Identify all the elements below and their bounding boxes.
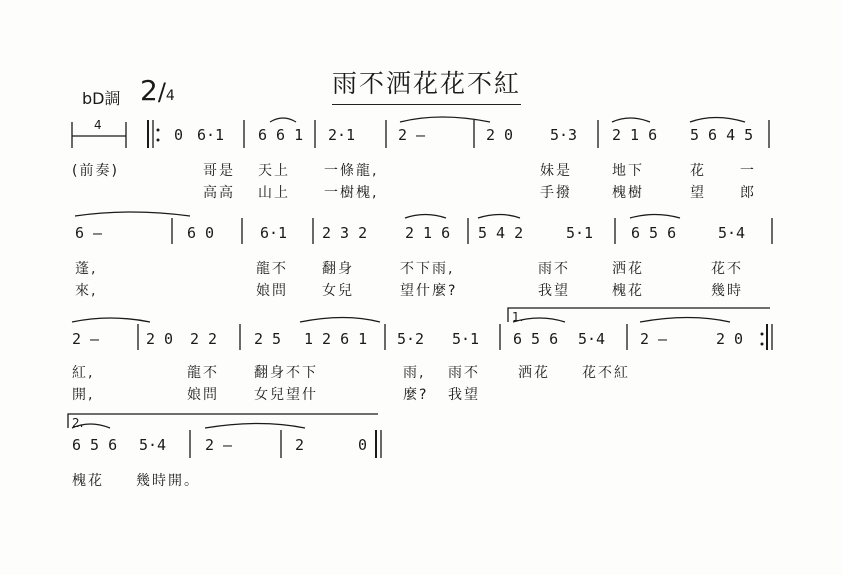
lyric-text: 女兒望什 [254,387,318,403]
lyric-text: 幾時開。 [136,473,200,489]
note-group: 5·4 [578,330,606,348]
note-group: 2 3 2 [322,224,368,242]
note-group: 2 0 [146,330,174,348]
time-signature-top: 2 [140,74,158,107]
lyric-text: 龍不 [187,365,219,381]
note-group: 5 6 4 5 [690,126,754,144]
lyric-text: 高高 [203,185,235,201]
lyric-text: 我望 [538,283,570,299]
lyric-text: 翻身不下 [254,365,318,381]
note-group: 5·1 [566,224,594,242]
repeat-dot [157,139,160,142]
tie-arc [72,318,150,322]
note-group: 2 1 6 [612,126,658,144]
note-group: 0 [358,436,368,454]
lyric-text: 女兒 [322,283,354,299]
lyric-text: 一 [740,163,756,179]
repeat-dot [761,343,764,346]
tie-arc [513,318,565,322]
note-group: 6 6 1 [258,126,304,144]
note-group: 2 — [205,436,233,454]
note-group: 0 [174,126,184,144]
lyric-text: 蓬, [75,261,98,277]
note-group: 2 1 6 [405,224,451,242]
lyric-text: 一樹槐, [324,185,379,201]
lyric-text: 娘問 [187,387,219,403]
time-signature: 2/4 [140,74,175,107]
note-group: 1 2 6 1 [304,330,368,348]
intro-bar-count: 4 [94,118,102,132]
lyric-text: 花不 [711,261,743,277]
lyric-text: 雨, [403,365,426,381]
note-group: 6 — [75,224,103,242]
tie-arc [630,215,680,219]
note-group: 5·4 [139,436,167,454]
note-group: 6 0 [187,224,215,242]
lyric-text: 一條龍, [324,163,379,179]
lyric-text: 哥是 [203,163,235,179]
note-group: 2 — [640,330,668,348]
lyric-text: 開, [72,387,95,403]
lyric-text: 花不紅 [582,365,630,381]
first-ending-bracket [508,308,770,322]
note-group: 6 5 6 [513,330,559,348]
lyric-text: 槐花 [72,473,104,489]
lyric-text: 雨不 [448,365,480,381]
note-group: 2 — [72,330,100,348]
lyric-text: 翻身 [322,261,354,277]
lyric-text: 望什麼? [400,283,458,299]
note-group: 5·2 [397,330,425,348]
lyric-text: 我望 [448,387,480,403]
note-group: 5·4 [718,224,746,242]
lyric-text: 不下雨, [400,261,455,277]
note-group: 2 5 [254,330,282,348]
lyric-text: 雨不 [538,261,570,277]
note-group: 5·1 [452,330,480,348]
lyric-text: 娘問 [256,283,288,299]
note-group: 6·1 [260,224,288,242]
note-group: 6·1 [197,126,225,144]
lyric-text: 麼? [403,387,429,403]
note-group: 6 5 6 [72,436,118,454]
tie-arc [640,318,730,323]
note-group: 2 2 [190,330,218,348]
tie-arc [300,318,380,323]
lyric-text: 望 [690,185,706,201]
note-group: 2 [295,436,305,454]
lyric-text: 龍不 [256,261,288,277]
tie-arc [478,215,520,219]
repeat-dot [761,333,764,336]
intro-label: (前奏) [72,163,119,179]
tie-arc [270,118,296,122]
tie-arc [405,215,446,219]
lyric-text: 手撥 [540,185,572,201]
key-signature: bD調 [82,89,121,108]
time-signature-bottom: 4 [165,88,175,104]
note-group: 5·3 [550,126,578,144]
lyric-text: 花 [690,163,706,179]
lyric-text: 妹是 [540,163,572,179]
tie-arc [400,117,490,122]
lyric-text: 槐花 [612,283,644,299]
tie-arc [72,424,110,428]
tie-arc [612,118,650,122]
tie-arc [205,424,305,429]
note-group: 2 0 [716,330,744,348]
tie-arc [75,212,190,216]
second-ending-label: 2. [72,416,84,430]
lyric-text: 地下 [612,163,644,179]
song-title: 雨不洒花花不紅 [332,64,521,105]
repeat-dot [157,129,160,132]
lyric-text: 槐樹 [612,185,644,201]
note-group: 2·1 [328,126,356,144]
lyric-text: 幾時 [711,283,743,299]
first-ending-label: 1. [512,310,524,324]
note-group: 2 — [398,126,426,144]
lyric-text: 來, [75,283,98,299]
tie-arc [690,118,745,123]
lyric-text: 郎 [740,185,756,201]
lyric-text: 洒花 [518,365,550,381]
note-group: 6 5 6 [631,224,677,242]
note-group: 5 4 2 [478,224,524,242]
lyric-text: 山上 [258,185,290,201]
note-group: 2 0 [486,126,514,144]
lyric-text: 紅, [72,365,95,381]
lyric-text: 洒花 [612,261,644,277]
lyric-text: 天上 [258,163,290,179]
